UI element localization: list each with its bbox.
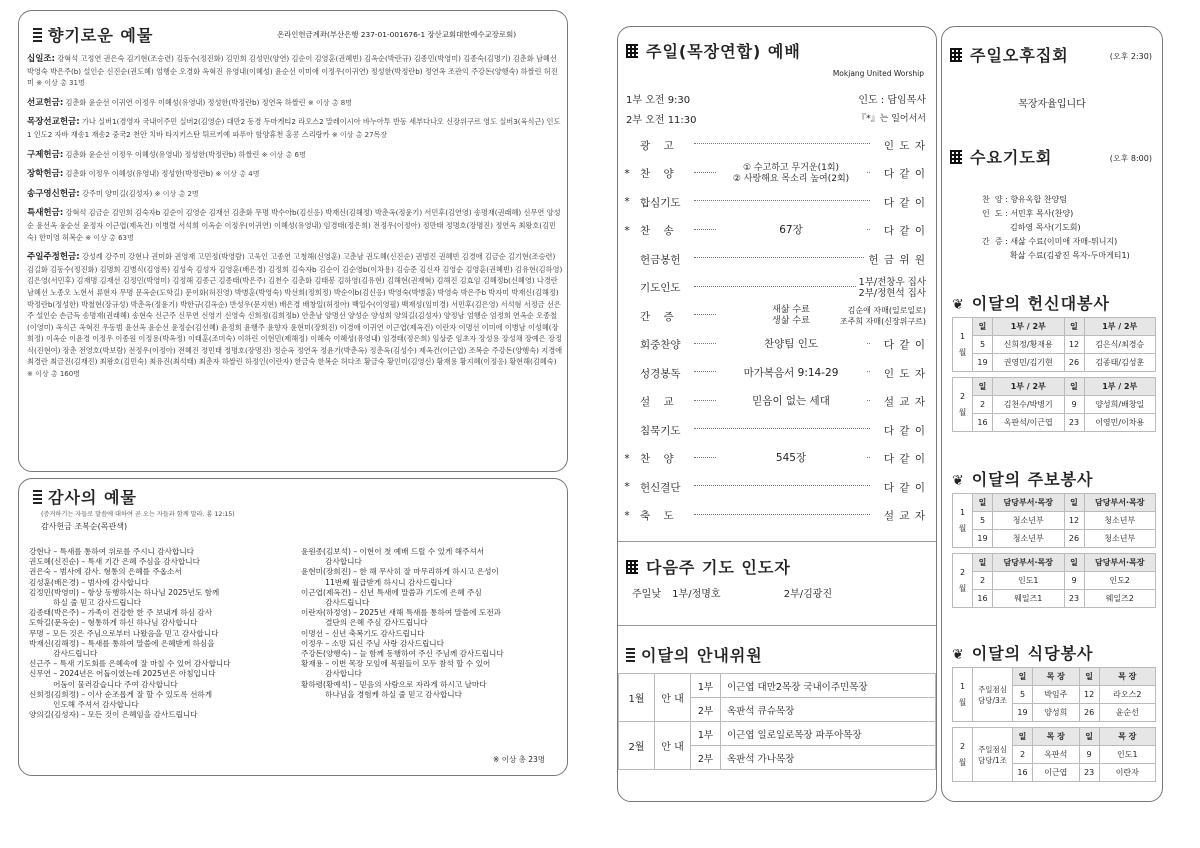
- grid-header-cell: 일: [1013, 728, 1033, 746]
- worship-item-label: 성경봉독: [640, 367, 681, 380]
- grid-day: 26: [1064, 530, 1084, 548]
- usher-row: [619, 674, 936, 698]
- thanks-line: 권도혜(신진순) – 특새 기간 은혜 주심을 감사합니다: [29, 557, 200, 567]
- grid-header-row: [953, 554, 1156, 572]
- grid-lead: 주일점심 담당/1조: [973, 728, 1013, 782]
- worship-item-label: 합심기도: [640, 196, 681, 209]
- thanks-line: 인도해 주셔서 감사합니다: [29, 700, 139, 710]
- usher-role: 안 내: [655, 722, 691, 770]
- grid-day: 23: [1064, 590, 1084, 608]
- dotted-leader: [694, 286, 870, 287]
- worship-item-detail: 67장: [716, 225, 866, 236]
- thanks-count: ※ 이상 총 23명: [493, 755, 545, 764]
- next-prayer-p1: 1부/정명호: [672, 589, 721, 600]
- grid-month: 1 월: [953, 668, 973, 722]
- thanks-line: 신희정(김희정) – 이사 순조롭게 잘 할 수 있도록 선하게: [29, 689, 213, 699]
- grid-day: 23: [1079, 764, 1099, 782]
- grid-row: [953, 414, 1156, 432]
- worship-item-leader: 1부/전창우 집사 2부/정현석 집사: [856, 277, 926, 299]
- offering-section-names: 김춘화 이정우 이혜성(유영내) 정성한(박정란b): [63, 169, 216, 179]
- grid-day: 23: [1064, 414, 1084, 432]
- worship-item-label: 기도인도: [640, 282, 681, 295]
- usher-month: 2월: [619, 722, 655, 770]
- ribbon-icon: [33, 490, 42, 504]
- grid-day: 16: [973, 590, 993, 608]
- thanks-line: 하실 줄 믿고 감사드립니다: [29, 598, 142, 608]
- next-prayer-line: [632, 585, 832, 600]
- dotted-leader: [694, 485, 870, 486]
- grid-assignee: 옥판석/이근엽: [993, 414, 1065, 432]
- dotted-leader: [694, 514, 870, 515]
- worship-item-detail: 545장: [716, 453, 866, 464]
- grid-assignee: 청소년부: [993, 512, 1065, 530]
- offering-section-label: 장학헌금:: [27, 169, 64, 180]
- grid-assignee: 라오스2: [1099, 686, 1155, 704]
- offering-section-count: ※ 이상 총 4명: [215, 170, 260, 179]
- grid-header-cell: 1부 / 2부: [1084, 318, 1156, 336]
- offering-section-count: ※ 이상 총 63명: [85, 233, 134, 242]
- worship-item-detail: 찬양팀 인도: [716, 339, 866, 350]
- stand-marker: *: [624, 509, 630, 522]
- grid-header-cell: 담당부서·목장: [1084, 554, 1156, 572]
- usher-row: [619, 722, 936, 746]
- grid-header-cell: 담당부서·목장: [993, 494, 1065, 512]
- grid-day: 26: [1079, 704, 1099, 722]
- worship-row: [626, 388, 928, 417]
- thanks-line: 강현나 – 특새를 통하여 위로를 주시니 감사합니다: [29, 547, 194, 556]
- online-account: 온라인헌금계좌(부산은행 237-01-001676-1 장산교회대한예수교장로회): [277, 30, 517, 39]
- grid-assignee: 양성희: [1033, 704, 1080, 722]
- worship-item-detail: 믿음이 없는 세대: [716, 396, 866, 407]
- worship-item-label: 찬 송: [640, 225, 674, 238]
- grid-header-row: [953, 728, 1156, 746]
- worship-item-detail: 새삶 수료 생삶 수료: [716, 305, 866, 327]
- usher-service: 2부: [691, 746, 721, 770]
- worship-item-label: 침묵기도: [640, 424, 681, 437]
- grid-header-cell: 일: [1079, 728, 1099, 746]
- offering-section-count: ※ 이상 총 160명: [27, 370, 80, 379]
- grid-assignee: 웨일즈1: [993, 590, 1065, 608]
- grid-day: 19: [973, 530, 993, 548]
- worship-row: [626, 302, 928, 331]
- offering-section-count: ※ 이상 총 31명: [36, 79, 85, 88]
- grid-assignee: 웨일즈2: [1084, 590, 1156, 608]
- grid-row: [953, 336, 1156, 354]
- grid-icon: [626, 44, 638, 58]
- thanks-title: 감사의 예물: [33, 485, 137, 508]
- grid-assignee: 청소년부: [1084, 512, 1156, 530]
- dotted-leader: [694, 428, 870, 429]
- grid-day: 5: [1013, 686, 1033, 704]
- order-of-worship: [626, 131, 928, 531]
- worship-row: [626, 416, 928, 445]
- grid-header-cell: 일: [973, 554, 993, 572]
- worship-item-label: 찬 양: [640, 168, 674, 181]
- thanks-line: 김정민(박영미) – 항상 동행하시는 하나님 2025년도 함께: [29, 587, 220, 597]
- grid-day: 5: [973, 512, 993, 530]
- dotted-leader: [694, 200, 870, 201]
- thanks-line: 이명선 – 신년 축복기도 감사드립니다: [301, 628, 425, 638]
- grid-header-cell: 담당부서·목장: [993, 554, 1065, 572]
- grid-header-cell: 1부 / 2부: [1084, 378, 1156, 396]
- worship-item-leader: 다 같 이: [881, 423, 926, 438]
- grid-assignee: 윤순선: [1099, 704, 1155, 722]
- worship-box: [617, 26, 937, 802]
- thanks-line: 양의길(김성자) – 모든 것이 은혜임을 감사드립니다: [29, 710, 198, 720]
- worship-row: [626, 131, 928, 160]
- grid-day: 12: [1064, 336, 1084, 354]
- grid-assignee: 인도2: [1084, 572, 1156, 590]
- offering-section: [27, 53, 563, 90]
- grid-header-cell: 목 장: [1033, 668, 1080, 686]
- grid-header-cell: 목 장: [1099, 728, 1155, 746]
- worship-item-leader: 다 같 이: [881, 223, 926, 238]
- offering-box: [18, 10, 568, 472]
- grid-day: 16: [973, 414, 993, 432]
- grid-row: [953, 396, 1156, 414]
- thanks-line: 도학길(문옥순) – 형통하게 하신 하나님 감사합니다: [29, 618, 198, 628]
- offering-section-count: ※ 이상 총 8명: [307, 98, 352, 107]
- next-prayer-title: 다음주 기도 인도자: [626, 555, 791, 578]
- worship-item-label: 간 증: [640, 310, 674, 323]
- grid-day: 16: [1013, 764, 1033, 782]
- stand-marker: *: [624, 167, 630, 180]
- thanks-line: 김종태(박은주) – 가족이 건강한 한 주 보내게 하심 감사: [29, 608, 213, 618]
- grid-month: 1 월: [953, 494, 973, 548]
- grid-assignee: 인도1: [1099, 746, 1155, 764]
- volunteers-title: ❦ 이달의 헌신대봉사: [952, 294, 1110, 313]
- grid-assignee: 김종태/김성훈: [1084, 354, 1156, 372]
- thanks-line: 결단의 은혜 주심 감사드립니다: [301, 618, 428, 628]
- offering-section: [27, 168, 563, 181]
- offering-section-label: 주일주정헌금:: [27, 252, 80, 263]
- worship-item-label: 헌신결단: [640, 481, 681, 494]
- grid-assignee: 청소년부: [993, 530, 1065, 548]
- grid-header-cell: 목 장: [1099, 668, 1155, 686]
- worship-item-detail: ① 수고하고 무거운(1회) ② 사랑해요 목소리 높여(2회): [716, 163, 866, 185]
- usher-assignment: 옥판석 가나목장: [721, 746, 936, 770]
- thanks-line: 어둠이 물러감습니다 주여 감사합니다: [29, 679, 178, 689]
- worship-row: [626, 445, 928, 474]
- offering-section: [27, 149, 563, 162]
- usher-assignment: 이근엽 대만2목장 국내이주민목장: [721, 674, 936, 698]
- bulletin-table: [952, 493, 1156, 614]
- dotted-leader: [694, 257, 870, 258]
- grid-assignee: 인도1: [993, 572, 1065, 590]
- grid-spacer: [953, 432, 1156, 438]
- worship-item-label: 광 고: [640, 139, 674, 152]
- offering-section-count: ※ 이상 총 6명: [261, 150, 306, 159]
- worship-title: 주일(목장연합) 예배: [626, 39, 801, 62]
- worship-item-leader: 설 교 자: [881, 508, 926, 523]
- service-time-2: 2부 오전 11:30: [626, 115, 697, 126]
- usher-assignment: 이근엽 일로일로목장 파푸아목장: [721, 722, 936, 746]
- offering-section: [27, 188, 563, 201]
- grid-row: [953, 512, 1156, 530]
- grid-header-cell: 일: [973, 318, 993, 336]
- grid-day: 2: [1013, 746, 1033, 764]
- thanks-line: 권은숙 – 범사에 감사. 형통의 은혜를 주옵소서: [29, 567, 182, 577]
- thanks-line: 신근주 – 특새 기도회를 은혜속에 잘 마칠 수 있어 감사합니다: [29, 659, 231, 669]
- thanks-line: 이란자(하정영) – 2025년 새해 특새를 통하여 말씀에 도전과: [301, 608, 501, 618]
- grid-header-row: [953, 378, 1156, 396]
- grid-day: 5: [973, 336, 993, 354]
- worship-item-leader: 다 같 이: [881, 337, 926, 352]
- volunteers-table: [952, 317, 1156, 438]
- grid-row: [953, 590, 1156, 608]
- grid-header-cell: 1부 / 2부: [993, 378, 1065, 396]
- offering-section-names: 강혁석 고정연 권은숙 김기현(조승련) 김동수(정진화) 김민희 김성민(양연) 김순이 김영훈(권혜빈) 김옥순(박란규) 김종민(박영미) 김종숙(김명기) 김춘화 남혜선 박영숙 박은주(b) 설인순 신진순(권도혜) 엄행순 오경화 옥혁진 유영내(이혜성) 윤순선 이미애 이정우(이귀연) 정성한(박정란b) 정연옥 조관익 주강돈(양행숙) 하쌀린 허진미: [27, 54, 558, 88]
- grid-header-cell: 일: [1064, 494, 1084, 512]
- kitchen-title: ❦ 이달의 식당봉사: [952, 644, 1094, 663]
- stand-marker: *: [624, 452, 630, 465]
- grid-month: 2 월: [953, 378, 973, 432]
- grid-header-row: [953, 668, 1156, 686]
- worship-row: [626, 473, 928, 502]
- worship-row: [626, 331, 928, 360]
- grid-header-cell: 일: [1064, 318, 1084, 336]
- thanks-line: 주강돈(양행숙) – 늘 함께 동행하여 주신 주님께 감사드립니다: [301, 649, 504, 659]
- offering-section: [27, 207, 563, 244]
- thanks-verse: (증거하기는 자들로 말씀에 대하여 곧 오는 자들과 함께 말라. 롬 12:15): [41, 511, 235, 518]
- next-prayer-day: 주일낮: [632, 589, 661, 600]
- worship-row: [626, 502, 928, 531]
- offering-section-label: 구제헌금:: [27, 149, 64, 160]
- grid-day: 12: [1079, 686, 1099, 704]
- thanks-line: 윤원종(김보석) – 이현이 첫 예배 드릴 수 있게 해주셔서: [301, 547, 485, 556]
- grid-header-cell: 일: [973, 378, 993, 396]
- stand-marker: *: [624, 224, 630, 237]
- service-leader: 인도 : 담임목사: [858, 95, 926, 106]
- offering-section-count: ※ 이상 총 27목장: [331, 130, 388, 139]
- thanks-line: 윤현미(장희진) – 한 해 무사히 잘 마무리하게 하시고 은성이: [301, 567, 499, 577]
- grid-assignee: 청소년부: [1084, 530, 1156, 548]
- stand-marker: *: [624, 196, 630, 209]
- offering-section: [27, 116, 563, 141]
- offering-section-names: 강주미 양미길(김성자): [79, 188, 155, 198]
- grid-icon: [626, 560, 638, 574]
- wednesday-time: (오후 8:00): [1109, 154, 1152, 163]
- offering-section: [27, 251, 563, 381]
- grid-header-cell: 일: [1079, 668, 1099, 686]
- thanks-line: 이정우 – 소망 되신 주님 사랑 감사드립니다: [301, 638, 444, 648]
- grid-spacer: [953, 782, 1156, 788]
- worship-item-leader: 설 교 자: [881, 394, 926, 409]
- thanks-line: 감사드립니다: [301, 598, 370, 608]
- offering-section-label: 목장선교헌금:: [27, 117, 80, 128]
- grid-day: 2: [973, 572, 993, 590]
- grid-assignee: 권영민/김기현: [993, 354, 1065, 372]
- grid-row: [953, 530, 1156, 548]
- worship-item-leader: 다 같 이: [881, 166, 926, 181]
- grid-header-cell: 일: [1064, 554, 1084, 572]
- thanks-right-column: [301, 547, 563, 700]
- offering-section-label: 송구영신헌금:: [27, 188, 80, 199]
- grid-row: [953, 354, 1156, 372]
- grid-month: 2 월: [953, 728, 973, 782]
- grid-icon: [950, 48, 962, 62]
- worship-row: [626, 359, 928, 388]
- offering-section-label: 특새헌금:: [27, 208, 64, 219]
- grid-assignee: 이란자: [1099, 764, 1155, 782]
- grid-day: 26: [1064, 354, 1084, 372]
- wednesday-title: 수요기도회: [950, 145, 1052, 168]
- worship-item-leader: 인 도 자: [881, 366, 926, 381]
- stand-marker: *: [624, 481, 630, 494]
- grid-day: 9: [1064, 396, 1084, 414]
- grid-header-cell: 1부 / 2부: [993, 318, 1065, 336]
- ushers-table: [618, 673, 936, 770]
- worship-item-label: 축 도: [640, 510, 674, 523]
- grid-header-cell: 담당부서·목장: [1084, 494, 1156, 512]
- bulletin-title: ❦ 이달의 주보봉사: [952, 470, 1094, 489]
- grid-assignee: 양성희/배창일: [1084, 396, 1156, 414]
- usher-month: 1월: [619, 674, 655, 722]
- grid-assignee: 이근엽: [1033, 764, 1080, 782]
- grid-header-cell: 일: [973, 494, 993, 512]
- grid-assignee: 김은식/최경승: [1084, 336, 1156, 354]
- thanks-line: 황하령(황예석) – 믿음의 사람으로 자라게 하시고 날마다: [301, 679, 487, 689]
- offering-section-names: 김춘화 윤순선 이정우 이혜성(유영내) 정성한(박정란b) 하쌀린: [63, 149, 262, 159]
- offering-list: [27, 53, 563, 381]
- grid-day: 19: [973, 354, 993, 372]
- grid-icon: [950, 150, 962, 164]
- grid-lead: 주일점심 담당/3조: [973, 668, 1013, 722]
- heart-icon: ❦: [952, 473, 964, 489]
- grid-header-cell: 일: [1013, 668, 1033, 686]
- thanks-line: 감사합니다: [301, 669, 362, 679]
- offering-section-count: ※ 이상 총 2명: [154, 189, 199, 198]
- thanks-line: 이근엽(제옥건) – 신년 특새에 말씀과 기도에 은혜 주심: [301, 587, 482, 597]
- offering-title: 향기로운 예물: [33, 23, 153, 46]
- offering-section-names: 강성례 강주미 강현나 권미화 권영재 고민정(박영람) 고욱인 고종연 고청해(신영훈) 고춘남 권도혜(신진순) 권범진 권혜빈 김경애 김금순 김기현(조승련) 김길화 김동수(정진화) 김명희 김병식(김영록) 김성숙 김성자 김영훈(배은경) 김정희 김숙자b 김순이 김순영b(이차용) 김승준 김신자 김영순 김영훈(권혜빈) 김유현(김하영) 김은영(서민후) 김재명 김재선 김정민(박영미) 김정해 김종근 김종태(박은주) 김천수 김춘화 김태봉 김하영(김유현) 김해현(권재혁) 김해진 김효임 김혜정b(신혜영) 나경란 남혜선 노종오 노현서 류현자 무명 문옥순(도학길) 문이화(허진영) 박병훈(박영숙) 박선희(정희정) 박순이b(김신응) 박영숙(박병훈) 박영숙 박은주b 박자미 박재신(김해정) 박정란b(정성한) 박철현(장규성) 박춘옥(정윤기) 박한규(김옥순) 반성우(문지현) 배은경 배창일(허정아) 백일수(이영필) 백재성(임미경) 서민후(김은영) 서석형 서정금 선은주 설인순 손금득 송명재(권래혜) 송현숙 신근주 신무연 신영기 신영숙 신희정(김희정b) 안춘남 양명선 양성순 양성희 양의길(김성자) 양정남 엄행순 엄정희 연옥순 오종철(이영미) 옥식근 옥혁진 우동범 윤선옥 윤순선 윤정순(김선혜) 윤정희 윤행주 윤향자 윤현미(장희진) 이경애 이귀연 이근엽(제옥건) 이란자 이명선 이미애 이병남 이성혜(장희정) 이옥순 이윤경 이정우 이종원 이정용(박옥정) 이태훈(조미숙) 이하린 이현민(제해정) 이혜숙 이혜성(유영내) 임경태(정은희) 임상준 임초자 장성용 장성채 장예은 장정식(진현여) 장춘 전영호(박보람) 전정우(이정아) 전혜진 정민태 정명호(장명진) 정순옥 정연옥 정윤기(박춘옥) 정춘옥(김성수) 제옥건(이근엽) 조복순 주강돈(양행숙) 지경애 최경란 최금진(김재진) 최왕호(김민숙) 최유진(최석태) 최춘자 하쌀린 하정인(이란자) 한금숙 한복순 허다조 황금숙 황인미(김영신) 황재용 황지혜(이정응) 황현해(김혜숙): [27, 252, 563, 367]
- offering-section-label: 십일조:: [27, 54, 56, 64]
- ribbon-icon: [33, 28, 42, 42]
- worship-row: [626, 188, 928, 217]
- offering-section-names: 강혁석 김금순 김민희 김숙자b 김순이 김영순 김재선 김춘화 무명 박수아b(김신응) 박재신(김해정) 박춘옥(정윤기) 서민후(김연영) 송명재(권래혜) 신무연 양성순 윤선옥 윤순선 윤정자 이근엽(제옥건) 이병렬 서석희 이옥순 이정우(이귀연) 이혜성(유영내) 임경태(정은희) 전정우(이정아) 정만태 정명호(장명진) 정연옥 최왕호(김민숙) 한미영 허복순: [27, 208, 561, 242]
- ribbon-icon: [626, 648, 635, 662]
- thanks-line: 무명 – 모든 것은 주님으로부터 나왔음을 믿고 감사합니다: [29, 628, 219, 638]
- usher-service: 1부: [691, 674, 721, 698]
- offering-section: [27, 97, 563, 110]
- worship-item-leader: 다 같 이: [881, 480, 926, 495]
- usher-role: 안 내: [655, 674, 691, 722]
- worship-row: [626, 245, 928, 274]
- offering-section-names: 가나 실버1(경영자 국내이주민 실버2(김영순) 대만2 동경 두마게티2 라오스2 말레이시아 바누아투 반동 세부다나오 신장위구르 영도 실버3(육식근) 인도1 인도2 자바 재송1 재송2 중국2 천안 치바 타지키스탄 튀르키예 파푸아 함양휴천 홍콩 스리랑카: [27, 117, 561, 139]
- grid-spacer: [953, 608, 1156, 614]
- next-prayer-p2: 2부/김광진: [783, 589, 833, 600]
- heart-icon: ❦: [952, 297, 964, 313]
- worship-row: [626, 217, 928, 246]
- afternoon-title: 주일오후집회: [950, 43, 1069, 66]
- thanks-sub: 감사헌금 조복순(목관색): [41, 522, 128, 531]
- thanks-line: 감사합니다: [301, 557, 362, 567]
- worship-item-leader: 인 도 자: [881, 138, 926, 153]
- worship-item-label: 찬 양: [640, 453, 674, 466]
- ushers-title: 이달의 안내위원: [626, 643, 763, 666]
- heart-icon: ❦: [952, 647, 964, 663]
- service-time-1: 1부 오전 9:30: [626, 95, 691, 106]
- worship-item-detail: 마가복음서 9:14-29: [716, 368, 866, 379]
- worship-item-leader: 헌 금 위 원: [865, 252, 926, 267]
- offering-section-names: 김춘화 윤순선 이귀연 이정우 이혜성(유영내) 정성한(박정란b) 정연옥 하쌀린: [63, 97, 308, 107]
- usher-service: 2부: [691, 698, 721, 722]
- afternoon-time: (오후 2:30): [1109, 52, 1152, 61]
- thanks-line: 김성훈(배은경) – 범사에 감사합니다: [29, 577, 149, 587]
- grid-row: [953, 572, 1156, 590]
- grid-assignee: 신희정/황재용: [993, 336, 1065, 354]
- grid-header-row: [953, 494, 1156, 512]
- worship-row: [626, 160, 928, 189]
- thanks-box: [18, 478, 568, 776]
- worship-item-leader: 다 같 이: [881, 451, 926, 466]
- worship-item-label: 헌금봉헌: [640, 253, 681, 266]
- usher-service: 1부: [691, 722, 721, 746]
- grid-assignee: 옥판석: [1033, 746, 1080, 764]
- grid-month: 1 월: [953, 318, 973, 372]
- worship-item-label: 회중찬양: [640, 339, 681, 352]
- afternoon-text: 목장자율입니다: [1018, 99, 1086, 110]
- grid-assignee: 이영민/이차용: [1084, 414, 1156, 432]
- offering-section-label: 선교헌금:: [27, 97, 64, 108]
- thanks-line: 하나님을 경험케 하실 줄 믿고 감사합니다: [301, 689, 462, 699]
- thanks-line: 신무연 – 2024년은 어둡이였는데 2025년은 아침입니다: [29, 669, 216, 679]
- thanks-left-column: [29, 547, 299, 720]
- grid-day: 12: [1064, 512, 1084, 530]
- grid-day: 9: [1079, 746, 1099, 764]
- grid-header-cell: 일: [1064, 378, 1084, 396]
- stand-note: 『*』는 일어서서: [857, 114, 926, 124]
- grid-assignee: 김천수/박병기: [993, 396, 1065, 414]
- worship-item-leader: 다 같 이: [881, 195, 926, 210]
- thanks-line: 11번째 월급받게 하시니 감사드립니다: [301, 577, 453, 587]
- dotted-leader: [694, 143, 870, 144]
- grid-day: 9: [1064, 572, 1084, 590]
- grid-header-cell: 목 장: [1033, 728, 1080, 746]
- kitchen-table: [952, 667, 1156, 788]
- worship-item-leader: 김순애 자매(일로일로) 조주희 자매(신장위구르): [837, 305, 926, 327]
- grid-month: 2 월: [953, 554, 973, 608]
- grid-day: 19: [1013, 704, 1033, 722]
- worship-row: [626, 274, 928, 303]
- grid-assignee: 박임주: [1033, 686, 1080, 704]
- grid-day: 2: [973, 396, 993, 414]
- worship-subtitle: Mokjang United Worship: [832, 69, 924, 78]
- thanks-line: 황재용 – 이번 목장 모임에 목원들이 모두 참석 할 수 있어: [301, 659, 491, 669]
- wednesday-details: 찬 양 : 향유옥합 찬양팀 인 도 : 서민후 목사(찬양) 김하영 목사(기도회) 간 증 : 새삶 수료(이미애 자매-튀니지) 확삶 수료(김광진 목자-두마게티1): [982, 195, 1130, 260]
- worship-item-label: 설 교: [640, 396, 674, 409]
- usher-assignment: 옥판석 큐슈목장: [721, 698, 936, 722]
- right-box: [941, 26, 1163, 802]
- thanks-line: 박재신(김해정) – 특새를 통하여 말씀에 은혜받게 하심을: [29, 638, 215, 648]
- grid-header-row: [953, 318, 1156, 336]
- thanks-line: 감사드립니다: [29, 649, 98, 659]
